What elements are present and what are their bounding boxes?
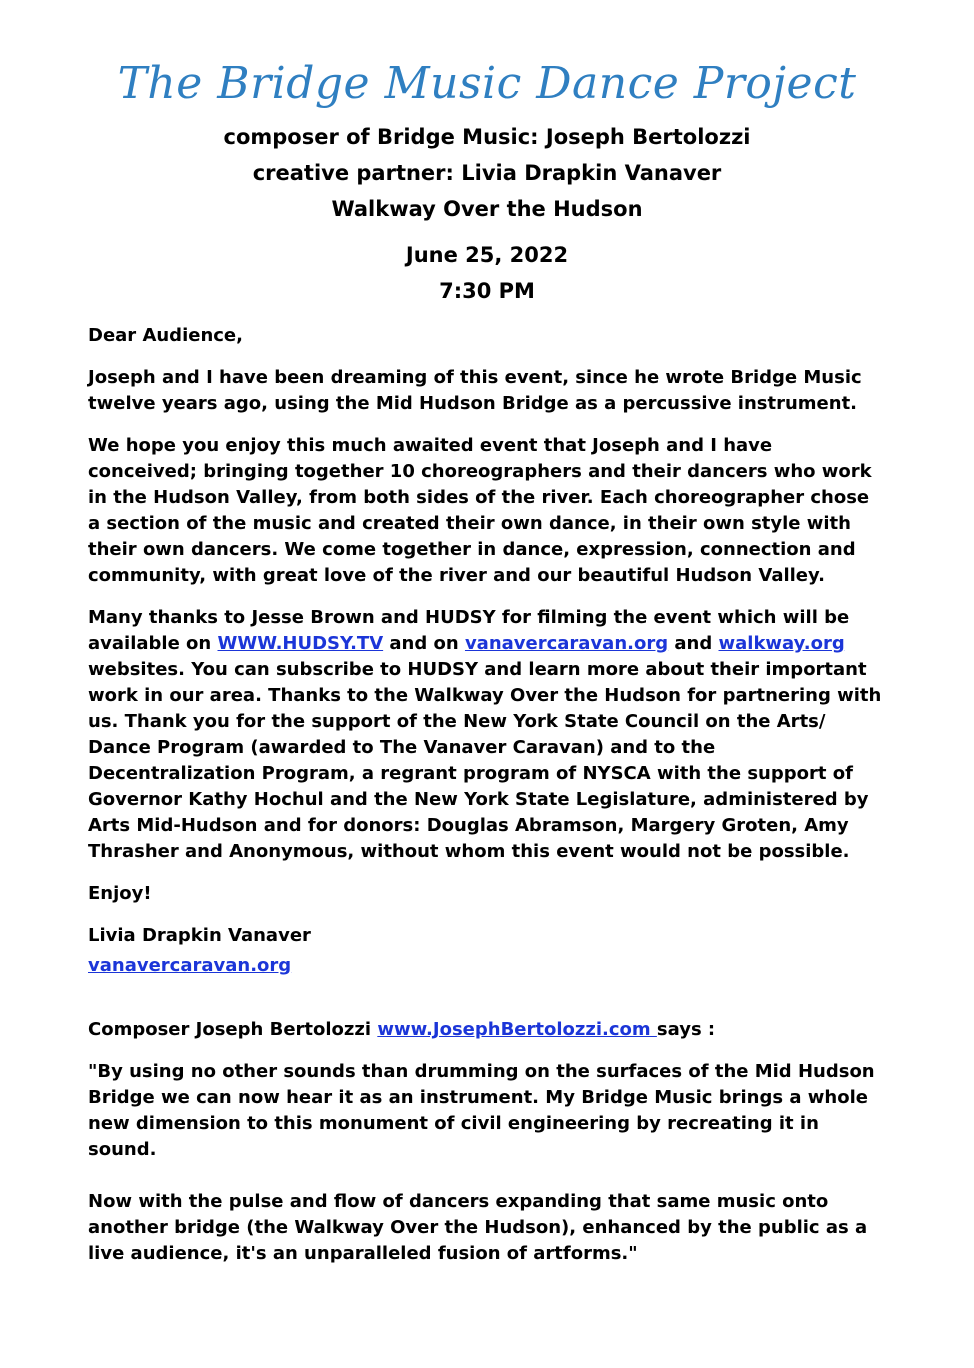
page-title: The Bridge Music Dance Project xyxy=(117,58,857,109)
composer-intro xyxy=(88,1017,886,1043)
venue-line: Walkway Over the Hudson xyxy=(331,197,643,221)
signature-link[interactable]: vanavercaravan.org xyxy=(88,955,292,976)
event-time: 7:30 PM xyxy=(439,279,535,303)
composer-quote-1: "By using no other sounds than drumming on the surfaces of the Mid Hudson Bridge we can now hear it as an instrument. My Bridge Music brings a whole new dimension to this monument of civil engineering by recreating it in sound. xyxy=(88,1061,875,1160)
closing: Enjoy! xyxy=(88,883,152,904)
paragraph-3 xyxy=(88,605,886,865)
paragraph-3-text-c: and xyxy=(668,633,719,654)
hudsy-link[interactable]: WWW.HUDSY.TV xyxy=(217,633,384,654)
event-date: June 25, 2022 xyxy=(405,243,569,267)
walkway-link[interactable]: walkway.org xyxy=(718,633,845,654)
paragraph-3-text-a: Many thanks to Jesse Brown and HUDSY for filming the event which will be available on xyxy=(88,607,850,654)
paragraph-1: Joseph and I have been dreaming of this event, since he wrote Bridge Music twelve years ago, using the Mid Hudson Bridge as a percussive instrument. xyxy=(88,367,862,414)
vanavercaravan-link[interactable]: vanavercaravan.org xyxy=(464,633,669,654)
paragraph-3-text-b: and on xyxy=(383,633,465,654)
composer-intro-says: says : xyxy=(656,1019,716,1040)
composer-line: composer of Bridge Music: Joseph Bertolozzi xyxy=(223,125,751,149)
partner-line: creative partner: Livia Drapkin Vanaver xyxy=(252,161,722,185)
signature-name: Livia Drapkin Vanaver xyxy=(88,925,311,946)
composer-website-link[interactable]: www.JosephBertolozzi.com xyxy=(377,1019,657,1040)
salutation: Dear Audience, xyxy=(88,325,243,346)
letter-body xyxy=(88,323,886,1267)
paragraph-3-text-d: websites. You can subscribe to HUDSY and learn more about their important work in our area. Thanks to the Walkway Over the Hudson for partnering with us. Thank you for the support of the New York State Council on the Arts/ Dance Program (awarded to The Vanaver Caravan) and to the Decentralization Program, a regrant program of NYSCA with the support of Governor Kathy Hochul and the New York State Legislature, administered by Arts Mid-Hudson and for donors: Douglas Abramson, Margery Groten, Amy Thrasher and Anonymous, without whom this event would not be possible. xyxy=(88,659,882,862)
credits-block xyxy=(88,119,886,227)
event-datetime xyxy=(88,237,886,309)
paragraph-2: We hope you enjoy this much awaited event that Joseph and I have conceived; bringing together 10 choreographers and their dancers who work in the Hudson Valley, from both sides of the river. Each choreographer chose a section of the music and created their own dance, in their own style with their own dancers. We come together in dance, expression, connection and community, with great love of the river and our beautiful Hudson Valley. xyxy=(88,435,872,586)
composer-intro-text: Composer Joseph Bertolozzi xyxy=(88,1019,378,1040)
composer-quote-2: Now with the pulse and flow of dancers expanding that same music onto another bridge (the Walkway Over the Hudson), enhanced by the public as a live audience, it's an unparalleled fusion of artforms." xyxy=(88,1191,868,1264)
